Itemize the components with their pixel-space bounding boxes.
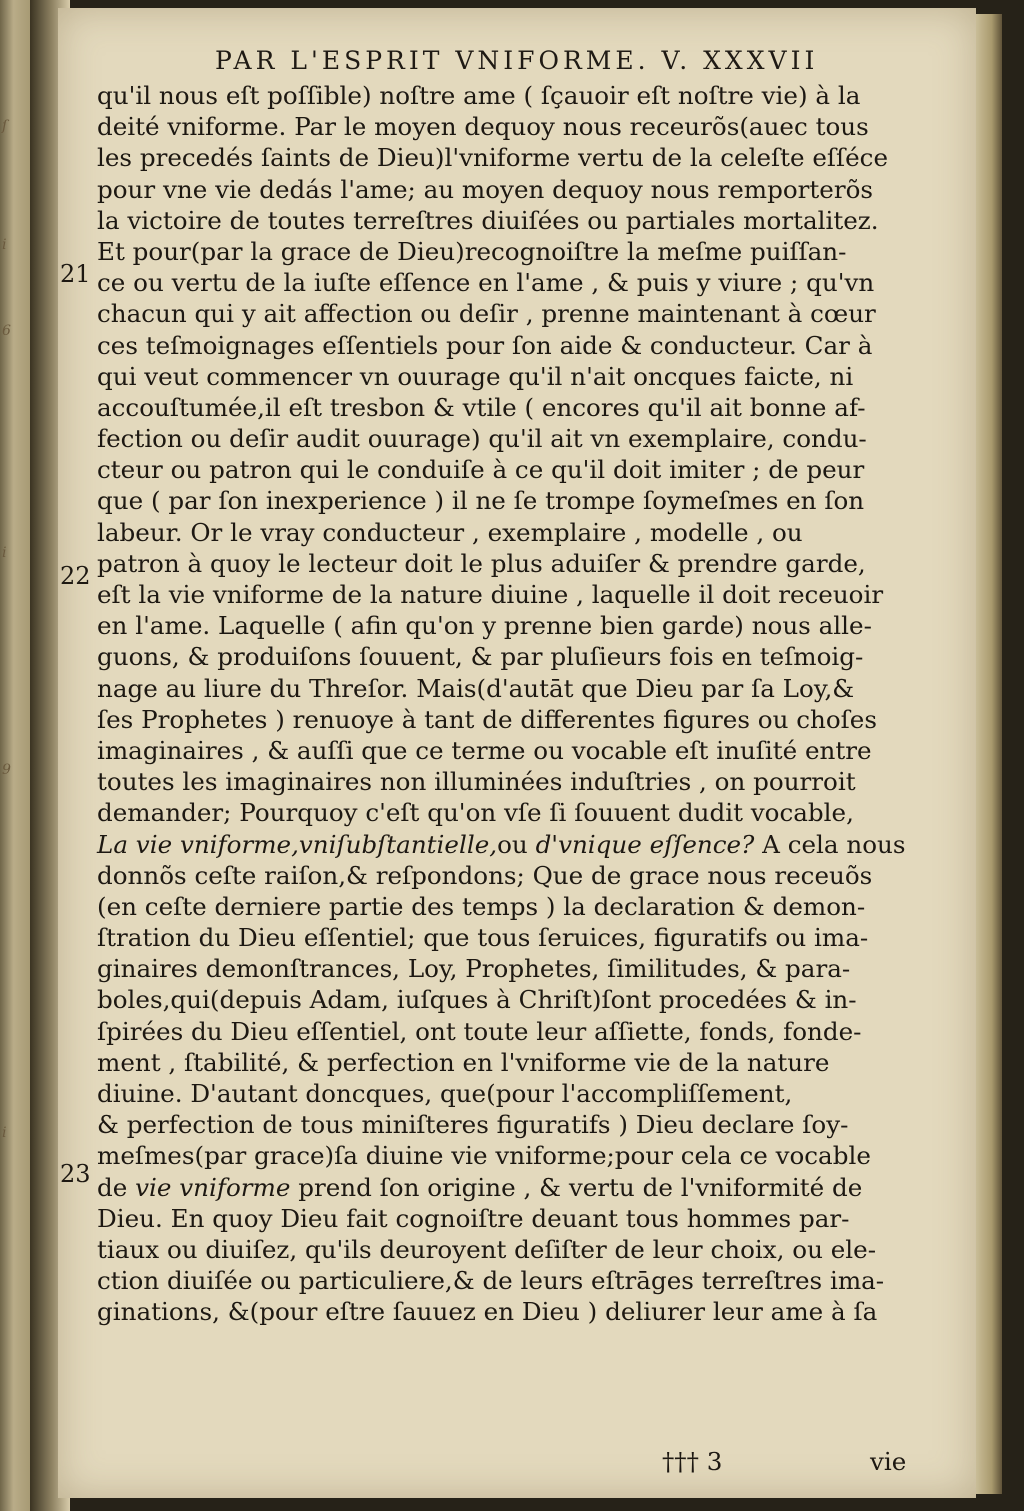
text-line: imaginaires , & auſſi que ce terme ou vocable eſt inuſité entre xyxy=(97,735,872,765)
text-line: ſtration du Dieu eſſentiel; que tous ſeruices, figuratifs ou ima- xyxy=(97,923,869,953)
text-line: tiaux ou diuiſez, qu'ils deuroyent deſiſter de leur choix, ou ele- xyxy=(97,1234,877,1264)
text-line: ſes Prophetes ) renuoye à tant de differentes figures ou choſes xyxy=(97,704,877,734)
text-line: diuine. D'autant doncques, que(pour l'accompliſſement, xyxy=(97,1079,793,1108)
text-line: ſpirées du Dieu eſſentiel, ont toute leur aſſiette, fonds, fonde- xyxy=(97,1016,862,1046)
body-text xyxy=(97,80,915,1328)
running-head: PAR L'ESPRIT VNIFORME. V. XXXVII xyxy=(215,46,819,75)
text-line-mixed xyxy=(97,829,915,860)
text-line: en l'ame. Laquelle ( afin qu'on y prenne bien garde) nous alle- xyxy=(97,611,872,641)
italic-phrase: vie vniforme xyxy=(135,1172,291,1202)
signature-mark: ††† 3 xyxy=(662,1447,723,1476)
text-line: demander; Pourquoy c'eſt qu'on vſe ſi ſouuent dudit vocable, xyxy=(97,798,854,828)
page-edge xyxy=(976,14,1002,1494)
verse-number: 21 xyxy=(60,260,91,288)
text-line: deité vniforme. Par le moyen dequoy nous receurõs(auec tous xyxy=(97,112,869,142)
text-line: accouſtumée,il eſt tresbon & vtile ( encores qu'il ait bonne af- xyxy=(97,392,866,422)
text-line: toutes les imaginaires non illuminées induſtries , on pourroit xyxy=(97,767,856,797)
text-line: Et pour(par la grace de Dieu)recognoiſtre la meſme puiſſan- xyxy=(97,236,847,266)
margin-mark: 9 xyxy=(2,762,11,778)
margin-mark: i xyxy=(2,237,7,253)
text-line: (en ceſte derniere partie des temps ) la declaration & demon- xyxy=(97,891,866,921)
italic-phrase: d'vnique eſſence? xyxy=(535,829,755,859)
text-line: patron à quoy le lecteur doit le plus aduiſer & prendre garde, xyxy=(97,548,866,578)
text-line: que ( par ſon inexperience ) il ne ſe trompe ſoymeſmes en ſon xyxy=(97,486,865,516)
text-line: donnõs ceſte raiſon,& reſpondons; Que de grace nous receuõs xyxy=(97,860,873,890)
text-line: eſt la vie vniforme de la nature diuine , laquelle il doit receuoir xyxy=(97,580,884,609)
text-line: ginations, &(pour eſtre ſauuez en Dieu ) deliurer leur ame à ſa xyxy=(97,1297,878,1327)
facing-page-edge xyxy=(0,0,30,1511)
text-run: prend ſon origine , & vertu de l'vniformité de xyxy=(290,1172,863,1202)
verse-number: 22 xyxy=(60,562,91,590)
margin-mark: i xyxy=(2,545,7,561)
verse-number: 23 xyxy=(60,1160,91,1188)
text-line: guons, & produiſons ſouuent, & par pluſieurs fois en teſmoig- xyxy=(97,642,864,672)
margin-mark: i xyxy=(2,1125,7,1141)
italic-phrase: La vie vniforme,vniſubſtantielle, xyxy=(97,829,498,859)
text-line: nage au liure du Threſor. Mais(d'autāt que Dieu par ſa Loy,& xyxy=(97,673,855,703)
text-line: & perfection de tous miniſteres figuratifs ) Dieu declare ſoy- xyxy=(97,1110,849,1140)
text-line: les precedés ſaints de Dieu)l'vniforme vertu de la celeſte eſſéce xyxy=(97,143,888,173)
text-line: qu'il nous eſt poſſible) noſtre ame ( ſçauoir eſt noſtre vie) à la xyxy=(97,81,861,110)
text-run: de xyxy=(97,1172,136,1202)
text-line: qui veut commencer vn ouurage qu'il n'ait oncques faicte, ni xyxy=(97,361,854,391)
text-line: fection ou deſir audit ouurage) qu'il ait vn exemplaire, condu- xyxy=(97,424,867,454)
text-line: ce ou vertu de la iuſte eſſence en l'ame , & puis y viure ; qu'vn xyxy=(97,268,875,298)
text-line: cteur ou patron qui le conduiſe à ce qu'il doit imiter ; de peur xyxy=(97,455,865,485)
catchword: vie xyxy=(870,1447,907,1476)
text-line: chacun qui y ait affection ou deſir , prenne maintenant à cœur xyxy=(97,299,876,329)
text-line: ment , ſtabilité, & perfection en l'vniforme vie de la nature xyxy=(97,1047,830,1077)
margin-mark: ſ xyxy=(2,118,8,134)
text-line: boles,qui(depuis Adam, iuſques à Chriſt)ſont procedées & in- xyxy=(97,985,857,1015)
text-line: ction diuiſée ou particuliere,& de leurs eſtrāges terreſtres ima- xyxy=(97,1266,885,1296)
text-run: A cela nous xyxy=(754,829,906,859)
text-line: la victoire de toutes terreſtres diuiſées ou partiales mortalitez. xyxy=(97,205,879,235)
text-line: ces teſmoignages eſſentiels pour ſon aide & conducteur. Car à xyxy=(97,330,873,360)
margin-mark: 6 xyxy=(2,323,11,339)
text-line: labeur. Or le vray conducteur , exemplaire , modelle , ou xyxy=(97,517,803,547)
text-line: ginaires demonſtrances, Loy, Prophetes, ſimilitudes, & para- xyxy=(97,954,851,984)
text-line: Dieu. En quoy Dieu fait cognoiſtre deuant tous hommes par- xyxy=(97,1203,850,1233)
text-line: meſmes(par grace)ſa diuine vie vniforme;pour cela ce vocable xyxy=(97,1141,871,1171)
text-run: ou xyxy=(497,829,536,859)
text-line-mixed xyxy=(97,1172,915,1203)
text-line: pour vne vie dedás l'ame; au moyen dequoy nous remporterõs xyxy=(97,174,874,204)
